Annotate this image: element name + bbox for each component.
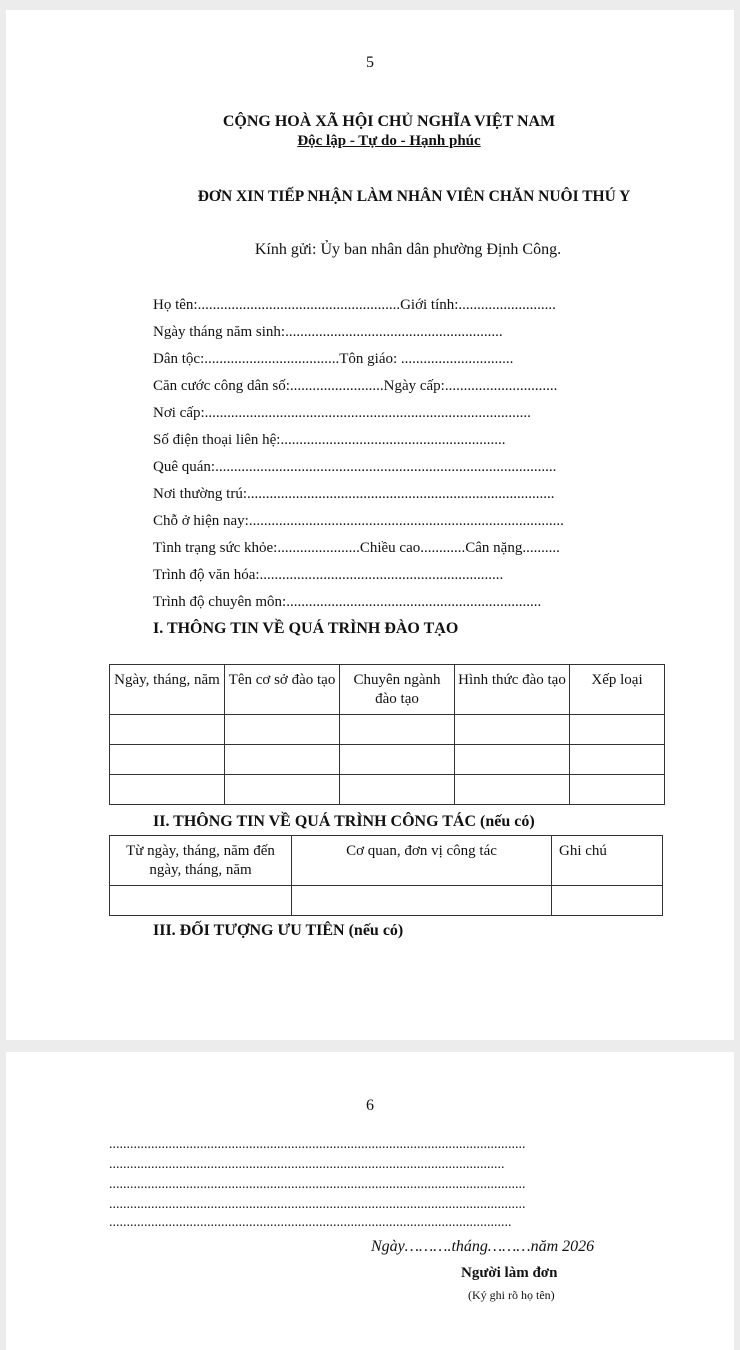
signer-title: Người làm đơn [461,1265,558,1281]
col-workplace: Cơ quan, đơn vị công tác [292,836,552,886]
col-notes: Ghi chú [552,836,663,886]
section-priority-heading: III. ĐỐI TƯỢNG ƯU TIÊN (nếu có) [153,922,404,939]
dotted-line: ....................................................................................................................... [109,1137,526,1152]
field-id-number-issue-date: Căn cước công dân số:.........................Ngày cấp:.............................. [153,378,558,394]
field-date-of-birth: Ngày tháng năm sinh:.......................................................... [153,324,503,340]
page-number: 5 [366,54,374,71]
dotted-line: ................................................................................................................. [109,1157,505,1172]
field-education-level: Trình độ văn hóa:................................................................. [153,567,504,583]
dotted-line: ....................................................................................................................... [109,1197,526,1212]
table-header-row [110,836,663,886]
field-ethnicity-religion: Dân tộc:....................................Tôn giáo: .............................. [153,351,514,367]
table-row [110,715,665,745]
field-place-of-issue: Nơi cấp:....................................................................................... [153,405,531,421]
page-6 [6,1052,734,1350]
dotted-line: ....................................................................................................................... [109,1177,526,1192]
date-line: Ngày……….tháng………năm 2026 [371,1238,595,1255]
field-phone: Số điện thoại liên hệ:............................................................ [153,432,506,448]
signature-note: (Ký ghi rõ họ tên) [468,1288,555,1302]
national-motto: CỘNG HOÀ XÃ HỘI CHỦ NGHĨA VIỆT NAM [222,113,556,130]
col-period: Từ ngày, tháng, năm đến ngày, tháng, năm [110,836,292,886]
page-number: 6 [366,1097,374,1114]
section-work-heading: II. THÔNG TIN VỀ QUÁ TRÌNH CÔNG TÁC (nếu có) [153,813,535,830]
col-training-form: Hình thức đào tạo [455,665,570,715]
form-title: ĐƠN XIN TIẾP NHẬN LÀM NHÂN VIÊN CHĂN NUÔI THÚ Y [197,188,631,205]
col-institution: Tên cơ sở đào tạo [225,665,340,715]
field-full-name-gender: Họ tên:......................................................Giới tính:.......................... [153,297,556,313]
field-current-address: Chỗ ở hiện nay:.................................................................................... [153,513,564,529]
col-date: Ngày, tháng, năm [110,665,225,715]
training-table [109,664,665,805]
col-major: Chuyên ngành đào tạo [340,665,455,715]
field-hometown: Quê quán:........................................................................................... [153,459,557,475]
table-row [110,886,663,916]
table-row [110,775,665,805]
dotted-line: ................................................................................................................... [109,1215,512,1230]
page-5 [6,10,734,1040]
table-header-row [110,665,665,715]
national-slogan: Độc lập - Tự do - Hạnh phúc [297,133,481,149]
work-history-table [109,835,663,916]
addressee: Kính gửi: Ủy ban nhân dân phường Định Công. [254,241,562,258]
table-row [110,745,665,775]
section-training-heading: I. THÔNG TIN VỀ QUÁ TRÌNH ĐÀO TẠO [153,620,459,637]
col-rank: Xếp loại [570,665,665,715]
field-health-height-weight: Tình trạng sức khỏe:......................Chiều cao............Cân nặng.......... [153,540,560,556]
field-permanent-residence: Nơi thường trú:.................................................................................. [153,486,555,502]
field-professional-level: Trình độ chuyên môn:.................................................................... [153,594,542,610]
